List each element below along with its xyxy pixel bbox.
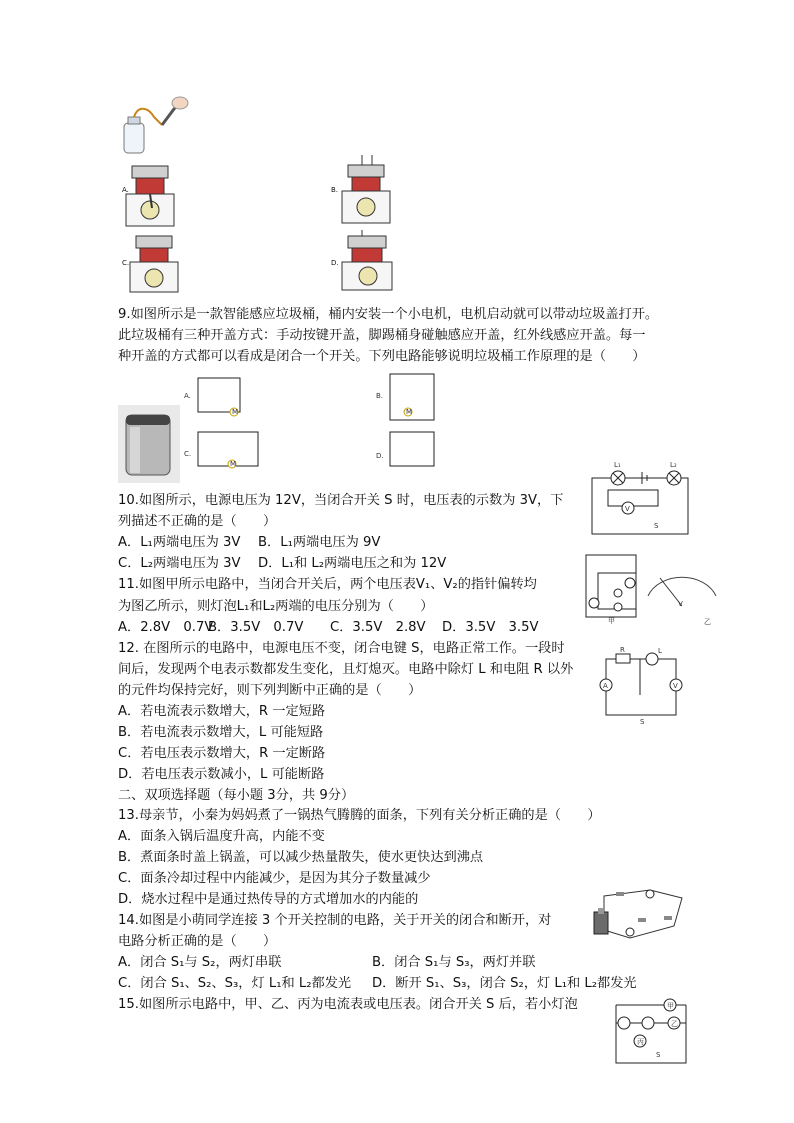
q9-opt-d: D. bbox=[376, 452, 384, 460]
q9-stem-line1: 9.如图所示是一款智能感应垃圾桶，桶内安装一个小电机，电机启动就可以带动垃圾盖打开。 bbox=[118, 307, 659, 322]
q11-fig-yi: 乙 bbox=[704, 618, 711, 626]
q8-engine-a bbox=[122, 160, 182, 230]
q9-opt-b: B. bbox=[376, 392, 384, 400]
q8-engine-b bbox=[338, 155, 398, 230]
q12-option-c: C．若电压表示数增大，R 一定断路 bbox=[118, 746, 326, 761]
q10-stem-line1: 10.如图所示，电源电压为 12V，当闭合开关 S 时，电压表的示数为 3V，下 bbox=[118, 493, 564, 508]
q9-motor-b: M bbox=[406, 408, 413, 416]
q13-option-c: C．面条冷却过程中内能减少，是因为其分子数量减少 bbox=[118, 871, 431, 886]
q10-option-a: A．L₁两端电压为 3V bbox=[118, 535, 241, 550]
q14-option-c: C．闭合 S₁、S₂、S₃，灯 L₁和 L₂都发光 bbox=[118, 976, 352, 991]
q15-fig-yi: 乙 bbox=[671, 1020, 678, 1028]
q11-option-a: A．2.8V 0.7V bbox=[118, 620, 214, 635]
q12-option-b: B．若电流表示数增大，L 可能短路 bbox=[118, 725, 324, 740]
q13-option-b: B．煮面条时盖上锅盖，可以减少热量散失，使水更快达到沸点 bbox=[118, 850, 484, 865]
q14-stem-line1: 14.如图是小萌同学连接 3 个开关控制的电路，关于开关的闭合和断开，对 bbox=[118, 913, 552, 928]
q15-fig-jia: 甲 bbox=[667, 1002, 674, 1010]
q11-circuit-figure bbox=[578, 545, 644, 625]
q12-option-a: A．若电流表示数增大，R 一定短路 bbox=[118, 704, 325, 719]
q10-stem-line2: 列描述不正确的是（ ） bbox=[118, 514, 277, 529]
q9-opt-a: A. bbox=[184, 392, 191, 400]
q13-option-a: A．面条入锅后温度升高，内能不变 bbox=[118, 829, 325, 844]
q11-stem-line1: 11.如图甲所示电路中，当闭合开关后，两个电压表V₁、V₂的指针偏转均 bbox=[118, 577, 537, 592]
q14-stem-line2: 电路分析正确的是（ ） bbox=[118, 934, 277, 949]
q15-fig-bing: 丙 bbox=[637, 1038, 644, 1046]
q10-circuit-figure bbox=[588, 458, 693, 538]
q15-circuit-figure bbox=[606, 995, 694, 1069]
q9-trash-can-image bbox=[118, 405, 180, 483]
q10-option-c: C．L₂两端电压为 3V bbox=[118, 556, 241, 571]
q9-stem-line3: 种开盖的方式都可以看成是闭合一个开关。下列电路能够说明垃圾桶工作原理的是（ ） bbox=[118, 349, 646, 364]
q11-fig-jia: 甲 bbox=[608, 617, 615, 625]
q8-engine-c bbox=[128, 234, 183, 294]
q11-stem-line2: 为图乙所示，则灯泡L₁和L₂两端的电压分别为（ ） bbox=[118, 599, 434, 614]
q15-stem-line1: 15.如图所示电路中，甲、乙、丙为电流表或电压表。闭合开关 S 后，若小灯泡 bbox=[118, 997, 578, 1012]
q8-pump-figure bbox=[118, 95, 190, 157]
q11-option-d: D．3.5V 3.5V bbox=[442, 620, 539, 635]
q12-circuit-figure bbox=[596, 645, 692, 725]
q9-motor-a: M bbox=[232, 408, 239, 416]
q15-fig-s: S bbox=[656, 1051, 661, 1059]
q13-option-d: D．烧水过程中是通过热传导的方式增加水的内能的 bbox=[118, 892, 419, 907]
q10-fig-v: V bbox=[625, 505, 630, 513]
q12-fig-l: L bbox=[658, 647, 662, 655]
q9-circuit-options bbox=[180, 370, 445, 470]
q14-option-b: B．闭合 S₁与 S₃，两灯并联 bbox=[372, 955, 536, 970]
q10-option-b: B．L₁两端电压为 9V bbox=[258, 535, 381, 550]
q14-option-d: D．断开 S₁、S₃，闭合 S₂，灯 L₁和 L₂都发光 bbox=[372, 976, 637, 991]
q13-stem-line1: 13.母亲节，小秦为妈妈煮了一锅热气腾腾的面条，下列有关分析正确的是（ ） bbox=[118, 808, 601, 823]
q12-fig-a: A bbox=[603, 682, 608, 690]
q11-option-c: C．3.5V 2.8V bbox=[330, 620, 426, 635]
q8-engine-d bbox=[340, 230, 398, 294]
q10-option-d: D．L₁和 L₂两端电压之和为 12V bbox=[258, 556, 447, 571]
q14-option-a: A．闭合 S₁与 S₂，两灯串联 bbox=[118, 955, 282, 970]
q10-fig-l2: L₂ bbox=[670, 461, 677, 469]
q12-stem-line2: 间后，发现两个电表示数都发生变化，且灯熄灭。电路中除灯 L 和电阻 R 以外 bbox=[118, 662, 574, 677]
q8-option-a-label: A. bbox=[122, 186, 129, 194]
q9-opt-c: C. bbox=[184, 450, 192, 458]
q8-option-c-label: C. bbox=[122, 259, 130, 267]
q12-stem-line1: 12. 在图所示的电路中，电源电压不变，闭合电键 S，电路正常工作。一段时 bbox=[118, 641, 565, 656]
q12-fig-r: R bbox=[620, 646, 625, 654]
q11-voltmeter-dial bbox=[640, 562, 724, 626]
q10-fig-s: S bbox=[654, 522, 659, 530]
q9-motor-c: M bbox=[230, 460, 237, 468]
q14-circuit-photo bbox=[590, 882, 690, 946]
q12-option-d: D．若电压表示数减小，L 可能断路 bbox=[118, 767, 325, 782]
q8-option-b-label: B. bbox=[331, 186, 339, 194]
q8-option-d-label: D. bbox=[331, 259, 339, 267]
q11-dial-v: V bbox=[678, 600, 683, 608]
q9-stem-line2: 此垃圾桶有三种开盖方式：手动按键开盖，脚踢桶身碰触感应开盖，红外线感应开盖。每一 bbox=[118, 328, 646, 343]
q10-fig-l1: L₁ bbox=[614, 461, 621, 469]
q12-stem-line3: 的元件均保持完好，则下列判断中正确的是（ ） bbox=[118, 683, 422, 698]
q12-fig-v: V bbox=[673, 682, 678, 690]
section2-heading: 二、双项选择题（每小题 3分，共 9分） bbox=[118, 788, 355, 803]
q12-fig-s: S bbox=[640, 718, 645, 725]
q11-option-b: B．3.5V 0.7V bbox=[208, 620, 304, 635]
